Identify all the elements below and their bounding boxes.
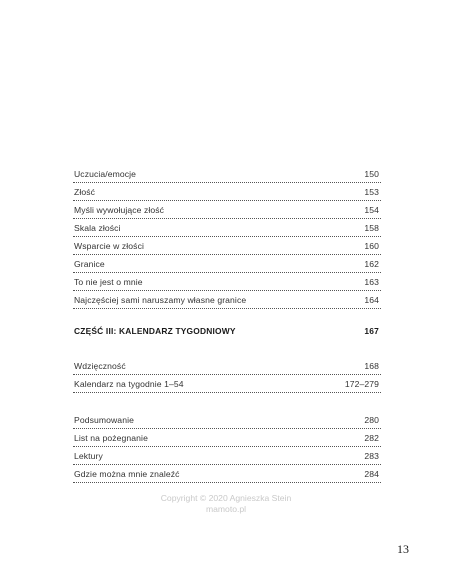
toc-entry: [73, 164, 381, 183]
toc-entry: [73, 446, 381, 465]
part-page: 167: [364, 326, 379, 336]
toc-entry: [73, 374, 381, 393]
toc-entry-title: Najczęściej sami naruszamy własne granice: [74, 295, 247, 305]
toc-entry-title: Gdzie można mnie znaleźć: [74, 469, 180, 479]
toc-entry-page: 284: [364, 469, 379, 479]
toc-entry-page: 164: [364, 295, 379, 305]
toc-entry-title: Uczucia/emocje: [74, 169, 137, 179]
toc-entry: [73, 272, 381, 291]
toc-entry-title: To nie jest o mnie: [74, 277, 143, 287]
toc-entry: [73, 254, 381, 273]
toc-entry-page: 154: [364, 205, 379, 215]
toc-entry-page: 153: [364, 187, 379, 197]
toc-entry-page: 163: [364, 277, 379, 287]
toc-entry-page: 282: [364, 433, 379, 443]
toc-entry-page: 280: [364, 415, 379, 425]
toc-entry-title: Myśli wywołujące złość: [74, 205, 165, 215]
toc-entry-page: 160: [364, 241, 379, 251]
toc-entry-title: List na pożegnanie: [74, 433, 148, 443]
website-watermark: mamoto.pl: [205, 504, 247, 514]
toc-entry-title: Wdzięczność: [74, 361, 126, 371]
toc-entry-title: Podsumowanie: [74, 415, 134, 425]
part-title: CZĘŚĆ III: KALENDARZ TYGODNIOWY: [74, 326, 236, 336]
page-number: 13: [397, 542, 409, 556]
toc-entry-page: 283: [364, 451, 379, 461]
toc-entry: [73, 464, 381, 483]
toc-entry-page: 150: [364, 169, 379, 179]
toc-entry-page: 168: [364, 361, 379, 371]
toc-entry-title: Kalendarz na tygodnie 1–54: [74, 379, 184, 389]
toc-entry-title: Granice: [74, 259, 105, 269]
toc-entry: [73, 410, 381, 429]
toc-entry-title: Złość: [74, 187, 96, 197]
toc-entry: [73, 356, 381, 375]
toc-entry: [73, 428, 381, 447]
toc-entry-title: Wsparcie w złości: [74, 241, 144, 251]
toc-entry-page: 158: [364, 223, 379, 233]
toc-part-heading: [73, 326, 381, 340]
toc-entry: [73, 290, 381, 309]
toc-entry: [73, 200, 381, 219]
toc-entry-title: Skala złości: [74, 223, 121, 233]
toc-entry-page: 172–279: [344, 379, 379, 389]
toc-entry: [73, 182, 381, 201]
toc-entry: [73, 236, 381, 255]
toc-entry-title: Lektury: [74, 451, 103, 461]
toc-entry-page: 162: [364, 259, 379, 269]
copyright-watermark: Copyright © 2020 Agnieszka Stein: [160, 493, 292, 503]
toc-entry: [73, 218, 381, 237]
